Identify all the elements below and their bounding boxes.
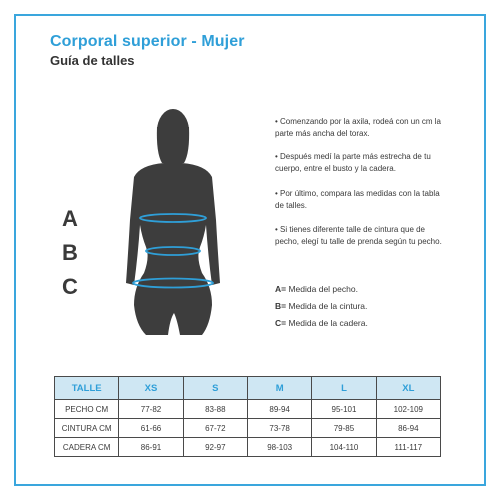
table-cell: 61-66 xyxy=(119,419,183,438)
table-header-row xyxy=(55,377,441,400)
legend-item-c xyxy=(275,318,368,328)
table-header-cell: L xyxy=(312,377,376,400)
table-cell: 98-103 xyxy=(247,438,311,457)
table-cell: 111-117 xyxy=(376,438,440,457)
table-row xyxy=(55,438,441,457)
measure-letter-b: B xyxy=(62,240,78,265)
table-cell: 92-97 xyxy=(183,438,247,457)
table-cell: 86-91 xyxy=(119,438,183,457)
table-cell: 67-72 xyxy=(183,419,247,438)
table-cell: 79-85 xyxy=(312,419,376,438)
table-cell: 83-88 xyxy=(183,400,247,419)
table-cell: 104-110 xyxy=(312,438,376,457)
measure-letter-a: A xyxy=(62,206,78,231)
legend-key: B= xyxy=(275,301,287,311)
table-cell: 102-109 xyxy=(376,400,440,419)
table-header-cell: S xyxy=(183,377,247,400)
instruction-2: • Después medí la parte más estrecha de tu cuerpo, entre el busto y la cadera. xyxy=(275,152,431,173)
table-header-cell: M xyxy=(247,377,311,400)
table-cell: 77-82 xyxy=(119,400,183,419)
page-title: Corporal superior - Mujer xyxy=(50,33,245,50)
table-cell: PECHO CM xyxy=(55,400,119,419)
legend-item-b xyxy=(275,301,367,311)
table-cell: 95-101 xyxy=(312,400,376,419)
table-row xyxy=(55,419,441,438)
table-header-cell: XL xyxy=(376,377,440,400)
instruction-3: • Por último, compara las medidas con la tabla de talles. xyxy=(275,189,440,210)
table-cell: CADERA CM xyxy=(55,438,119,457)
table-row xyxy=(55,400,441,419)
table-cell: CINTURA CM xyxy=(55,419,119,438)
legend-item-a xyxy=(275,284,358,294)
legend-key: C= xyxy=(275,318,287,328)
instruction-4: • Si tienes diferente talle de cintura que de pecho, elegí tu talle de prenda según tu pecho. xyxy=(275,225,442,246)
instruction-1: • Comenzando por la axila, rodeá con un cm la parte más ancha del torax. xyxy=(275,117,442,138)
legend-text: Medida del pecho. xyxy=(286,284,358,294)
body-silhouette-figure xyxy=(120,105,230,335)
table-header-cell: TALLE xyxy=(55,377,119,400)
legend-text: Medida de la cintura. xyxy=(286,301,368,311)
legend-key: A= xyxy=(275,284,287,294)
page-subtitle: Guía de talles xyxy=(50,53,135,68)
measure-letter-c: C xyxy=(62,274,78,299)
size-table xyxy=(54,376,441,457)
table-cell: 89-94 xyxy=(247,400,311,419)
legend-text: Medida de la cadera. xyxy=(286,318,368,328)
table-header-cell: XS xyxy=(119,377,183,400)
table-cell: 73-78 xyxy=(247,419,311,438)
table-cell: 86-94 xyxy=(376,419,440,438)
